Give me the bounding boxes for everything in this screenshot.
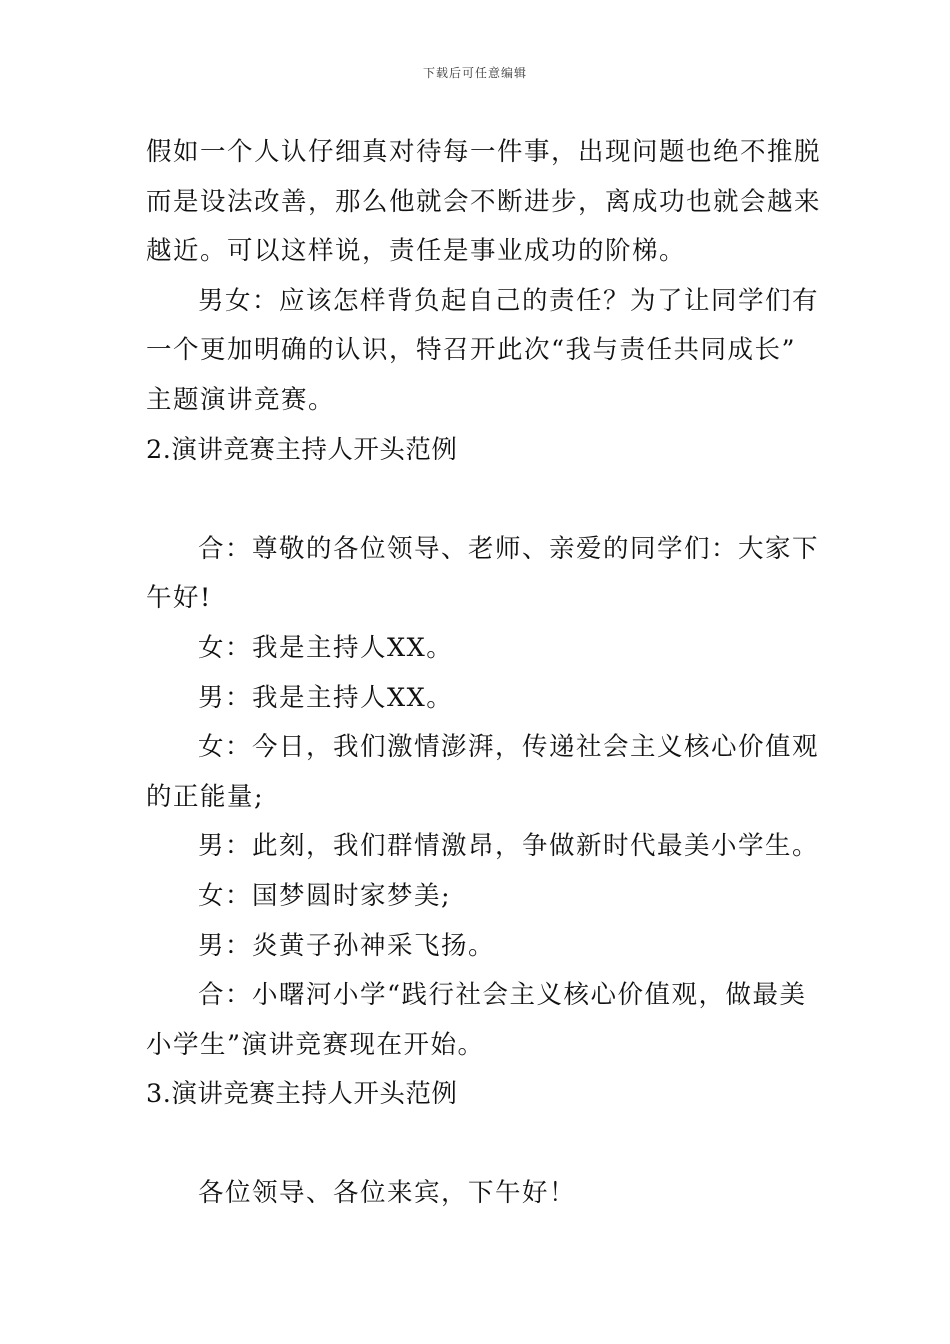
paragraph-line: 男：我是主持人XX。 [198, 682, 454, 713]
paragraph-line: 男：炎黄子孙神采飞扬。 [198, 930, 496, 961]
paragraph-line: 假如一个人认仔细真对待每一件事，出现问题也绝不推脱 [146, 137, 822, 167]
paragraph-line: 合：尊敬的各位领导、老师、亲爱的同学们：大家下 [198, 533, 820, 564]
paragraph-line: 男：此刻，我们群情激昂，争做新时代最美小学生。 [198, 831, 820, 862]
paragraph-line: 午好! [146, 583, 212, 614]
page-header: 下载后可任意编辑 [422, 66, 527, 80]
paragraph-line: 而是设法改善，那么他就会不断进步，离成功也就会越来 [146, 186, 822, 217]
paragraph-line: 主题演讲竞赛。 [146, 384, 336, 415]
section-heading-2: 2.演讲竞赛主持人开头范例 [146, 434, 458, 465]
paragraph-line: 一个更加明确的认识，特召开此次“我与责任共同成长” [146, 335, 797, 366]
blank-line [146, 475, 810, 525]
paragraph-line: 男女：应该怎样背负起自己的责任？为了让同学们有 [198, 285, 820, 316]
document-body [146, 128, 822, 1219]
paragraph-line: 合：小曙河小学“践行社会主义核心价值观，做最美 [198, 980, 807, 1011]
blank-line [146, 1120, 810, 1170]
paragraph-line: 女：国梦圆时家梦美; [198, 880, 452, 911]
paragraph-line: 的正能量; [146, 781, 265, 812]
section-heading-3: 3.演讲竞赛主持人开头范例 [146, 1079, 458, 1110]
paragraph-line: 各位领导、各位来宾，下午好！ [198, 1178, 577, 1209]
paragraph-line: 女：我是主持人XX。 [198, 632, 454, 663]
paragraph-line: 越近。可以这样说，责任是事业成功的阶梯。 [146, 236, 687, 267]
paragraph-line: 女：今日，我们激情澎湃，传递社会主义核心价值观 [198, 732, 820, 763]
paragraph-line: 小学生”演讲竞赛现在开始。 [146, 1029, 485, 1060]
